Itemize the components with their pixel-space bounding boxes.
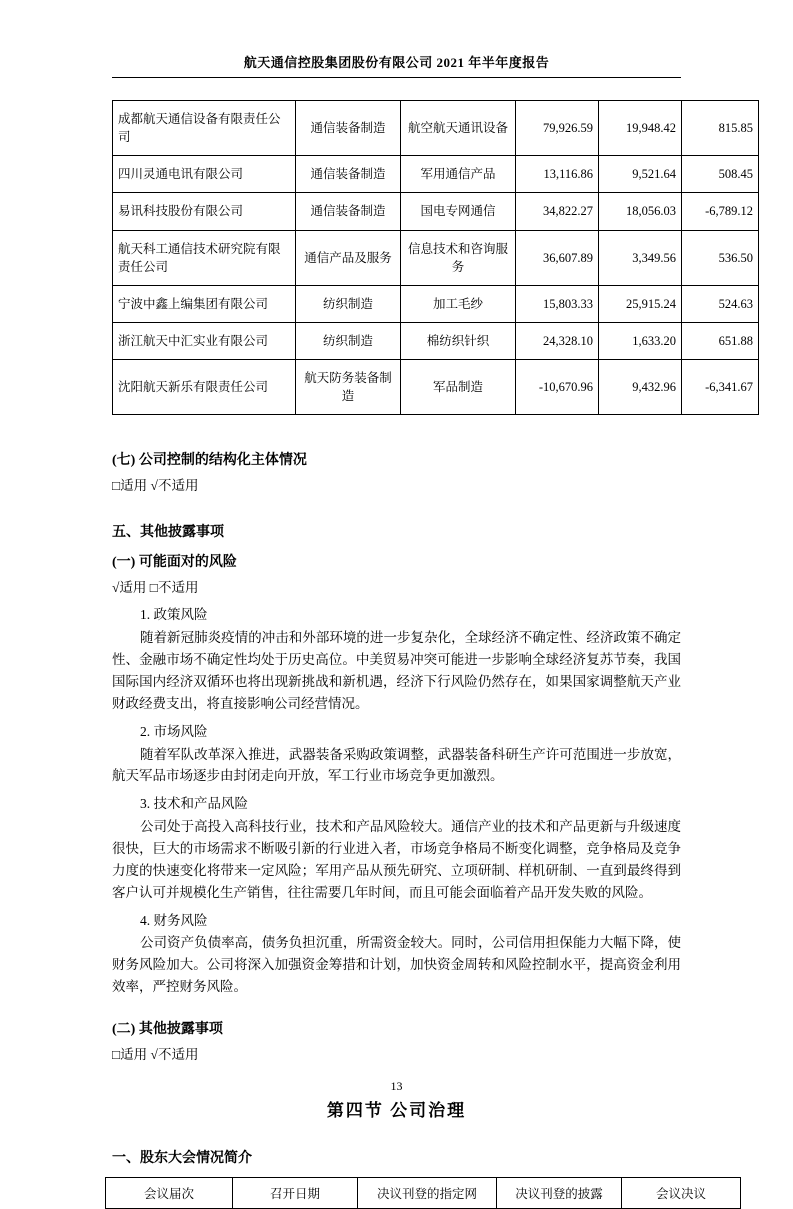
cell-product: 棉纺织针织 <box>401 322 516 359</box>
risk-title-4: 4. 财务风险 <box>140 912 208 928</box>
cell-value-2: 9,432.96 <box>599 360 682 415</box>
risk-title-3: 3. 技术和产品风险 <box>140 796 248 812</box>
risk-body-1: 随着新冠肺炎疫情的冲击和外部环境的进一步复杂化，全球经济不确定性、经济政策不确定性、金融市场不确定性均处于历史高位。中美贸易冲突可能进一步影响全球经济复苏节奏，我国国际国内经济双循环也将出现新挑战和新机遇，经济下行风险仍然存在，如果国家调整航天产业财政经费支出，将直接影响公司经营情况。 <box>112 630 681 711</box>
cell-value-2: 18,056.03 <box>599 193 682 230</box>
col-header-date: 召开日期 <box>233 1177 358 1208</box>
shareholder-meeting-table <box>105 1177 741 1209</box>
risk-title-1: 1. 政策风险 <box>140 607 208 623</box>
risk-body-3: 公司处于高投入高科技行业，技术和产品风险较大。通信产业的技术和产品更新与升级速度很快，巨大的市场需求不断吸引新的行业进入者，市场竞争格局不断变化调整，竞争格局及竞争力度的快速变化将带来一定风险；军用产品从预先研究、立项研制、样机研制、一直到最终得到客户认可并规模化生产销售，往往需要几年时间，而且可能会面临着产品开发失败的风险。 <box>112 819 681 900</box>
col-header-disclosure: 决议刊登的披露 <box>497 1177 622 1208</box>
cell-value-2: 25,915.24 <box>599 285 682 322</box>
cell-value-2: 3,349.56 <box>599 230 682 285</box>
cell-industry: 纺织制造 <box>296 285 401 322</box>
cell-industry: 通信装备制造 <box>296 101 401 156</box>
cell-product: 加工毛纱 <box>401 285 516 322</box>
cell-company-name: 浙江航天中汇实业有限公司 <box>113 322 296 359</box>
cell-company-name: 易讯科技股份有限公司 <box>113 193 296 230</box>
cell-value-2: 19,948.42 <box>599 101 682 156</box>
cell-industry: 通信装备制造 <box>296 156 401 193</box>
table-header-row <box>106 1177 741 1208</box>
cell-industry: 通信产品及服务 <box>296 230 401 285</box>
cell-value-2: 9,521.64 <box>599 156 682 193</box>
cell-value-3: 508.45 <box>682 156 759 193</box>
cell-value-3: -6,789.12 <box>682 193 759 230</box>
chapter-title: 第四节 公司治理 <box>326 1100 467 1120</box>
cell-industry: 航天防务装备制造 <box>296 360 401 415</box>
section-seven-applicable: □适用 √不适用 <box>112 478 199 494</box>
col-header-resolution: 会议决议 <box>622 1177 741 1208</box>
table-row <box>113 322 759 359</box>
cell-value-3: 536.50 <box>682 230 759 285</box>
cell-product: 航空航天通讯设备 <box>401 101 516 156</box>
table-row <box>113 285 759 322</box>
page-content <box>112 100 753 1209</box>
subsidiary-table-body <box>113 101 759 415</box>
cell-industry: 纺织制造 <box>296 322 401 359</box>
table-row <box>113 193 759 230</box>
cell-company-name: 沈阳航天新乐有限责任公司 <box>113 360 296 415</box>
cell-value-1: -10,670.96 <box>516 360 599 415</box>
cell-product: 军品制造 <box>401 360 516 415</box>
cell-product: 国电专网通信 <box>401 193 516 230</box>
col-header-website: 决议刊登的指定网 <box>358 1177 497 1208</box>
header-divider <box>112 77 681 78</box>
cell-industry: 通信装备制造 <box>296 193 401 230</box>
section-five-sub-one-applicable: √适用 □不适用 <box>112 579 199 595</box>
cell-value-1: 36,607.89 <box>516 230 599 285</box>
governance-list-head: 一、股东大会情况简介 <box>112 1150 252 1166</box>
section-five-sub-two-applicable: □适用 √不适用 <box>112 1047 199 1063</box>
cell-value-1: 15,803.33 <box>516 285 599 322</box>
section-five-title: 五、其他披露事项 <box>112 524 224 540</box>
section-five-sub-two-title: (二) 其他披露事项 <box>112 1022 223 1038</box>
cell-value-1: 79,926.59 <box>516 101 599 156</box>
risk-body-4: 公司资产负债率高，债务负担沉重，所需资金较大。同时，公司信用担保能力大幅下降，使财务风险加大。公司将深入加强资金筹措和计划，加快资金周转和风险控制水平，提高资金利用效率，严控财务风险。 <box>112 935 681 995</box>
cell-company-name: 航天科工通信技术研究院有限责任公司 <box>113 230 296 285</box>
cell-product: 信息技术和咨询服务 <box>401 230 516 285</box>
page-header: 航天通信控股集团股份有限公司 2021 年半年度报告 <box>243 55 550 70</box>
cell-value-3: 815.85 <box>682 101 759 156</box>
cell-value-1: 24,328.10 <box>516 322 599 359</box>
col-header-session: 会议届次 <box>106 1177 233 1208</box>
section-seven-title: (七) 公司控制的结构化主体情况 <box>112 453 307 469</box>
cell-company-name: 宁波中鑫上编集团有限公司 <box>113 285 296 322</box>
cell-value-2: 1,633.20 <box>599 322 682 359</box>
risk-title-2: 2. 市场风险 <box>140 723 208 739</box>
shareholder-meeting-table-body <box>106 1177 741 1208</box>
cell-company-name: 四川灵通电讯有限公司 <box>113 156 296 193</box>
cell-value-1: 13,116.86 <box>516 156 599 193</box>
risk-body-2: 随着军队改革深入推进，武器装备采购政策调整，武器装备科研生产许可范围进一步放宽，航天军品市场逐步由封闭走向开放，军工行业市场竞争更加激烈。 <box>112 746 681 784</box>
table-row <box>113 101 759 156</box>
cell-value-3: 651.88 <box>682 322 759 359</box>
cell-value-3: -6,341.67 <box>682 360 759 415</box>
subsidiary-table <box>112 100 759 415</box>
cell-value-3: 524.63 <box>682 285 759 322</box>
table-row <box>113 156 759 193</box>
table-row <box>113 360 759 415</box>
cell-product: 军用通信产品 <box>401 156 516 193</box>
section-five-sub-one-title: (一) 可能面对的风险 <box>112 554 237 570</box>
cell-value-1: 34,822.27 <box>516 193 599 230</box>
page-number: 13 <box>390 1079 403 1093</box>
cell-company-name: 成都航天通信设备有限责任公司 <box>113 101 296 156</box>
table-row <box>113 230 759 285</box>
